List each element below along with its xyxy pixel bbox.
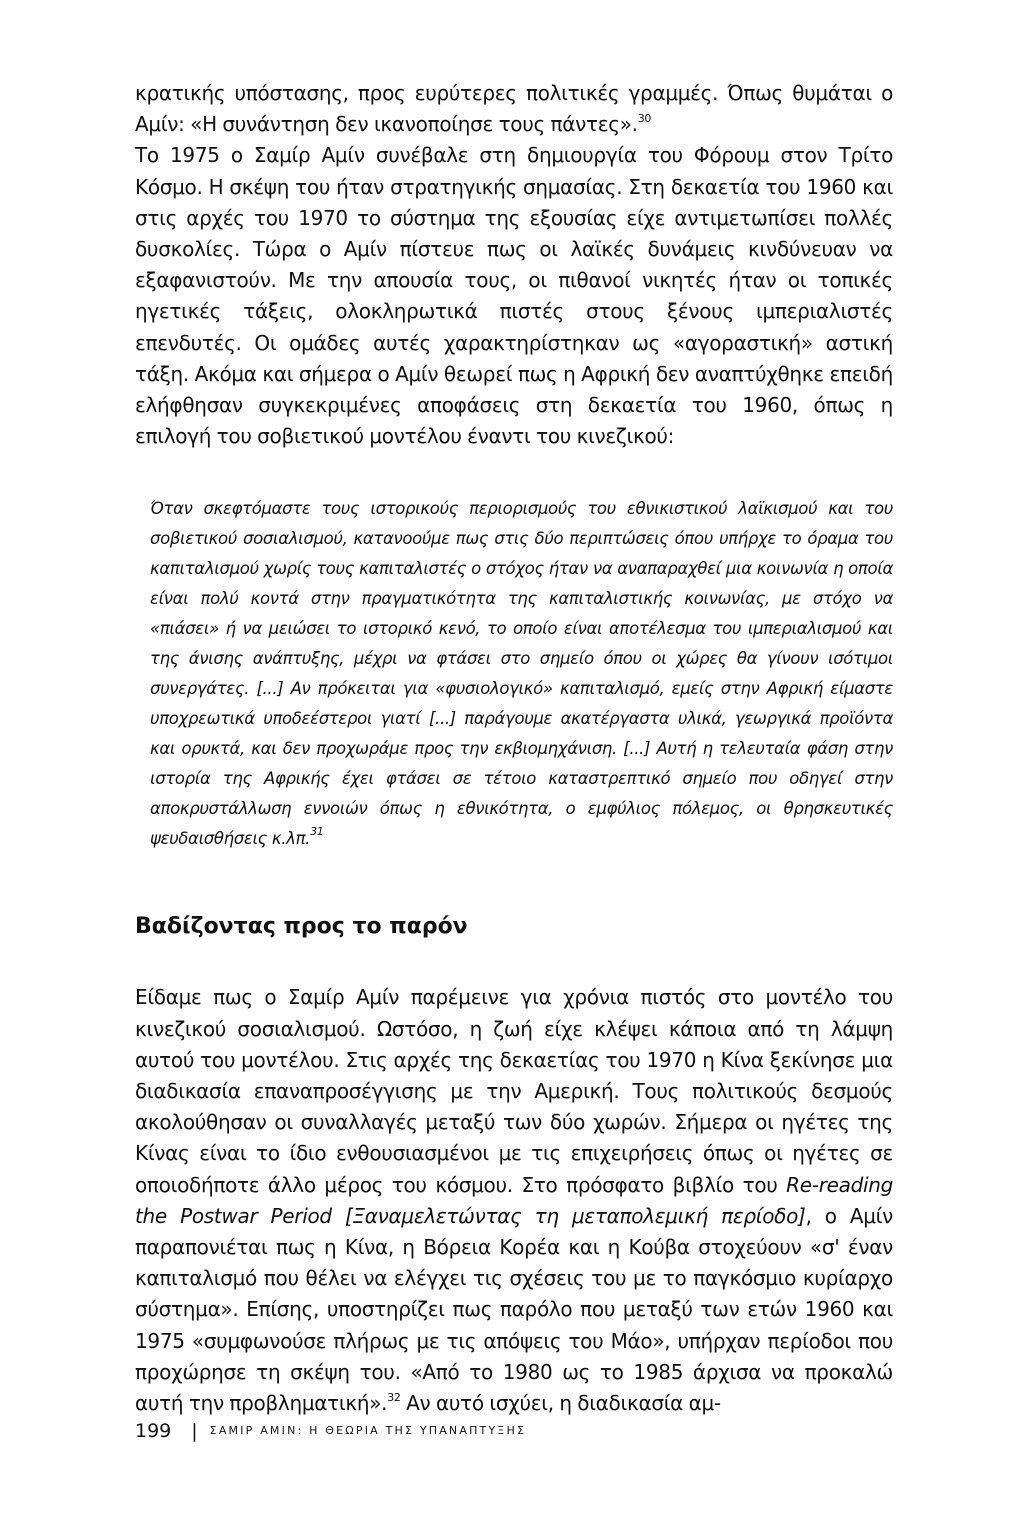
section-heading: Βαδίζοντας προς το παρόν — [135, 914, 468, 940]
section-paragraph-text-2: , ο Αμίν παραπονιέται πως η Κίνα, η Βόρεια Κορέα και η Κούβα στοχεύουν «σ' έναν καπιταλισμό που θέλει να ελέγχει τις σχέσεις του με το παγκόσμιο κυρίαρχο σύστημα». Επίσης, υποστηρίζει πως παρόλο που μεταξύ των ετών 1960 και 1975 «συμφωνούσε πλήρως με τις απόψεις του Μάο», υπήρχαν περίοδοι που προχώρησε τη σκέψη του. «Από το 1980 ως το 1985 άρχισα να προκαλώ αυτή την προβληματική». — [135, 1203, 893, 1416]
book-title-translation: [Ξαναμελετώντας τη μεταπολεμική περίοδο] — [344, 1203, 806, 1228]
page-footer — [135, 1419, 526, 1443]
footer-separator: | — [191, 1420, 198, 1442]
section-paragraph-text-1: Είδαμε πως ο Σαμίρ Αμίν παρέμεινε για χρόνια πιστός στο μοντέλο του κινεζικού σοσιαλισμού. Ωστόσο, η ζωή είχε κλέψει κάποια από τη λάμψη αυτού του μοντέλου. Στις αρχές της δεκαετίας του 1970 η Κίνα ξεκίνησε μια διαδικασία επαναπροσέγγισης με την Αμερική. Τους πολιτικούς δεσμούς ακολούθησαν οι συναλλαγές μεταξύ των δύο χωρών. Σήμερα οι ηγέτες της Κίνας είναι το ίδιο ενθουσιασμένοι με τις επιχειρήσεις όπως οι ηγέτες σε οποιοδήποτε άλλο μέρος του κόσμου. Στο πρόσφατο βιβλίο του — [135, 985, 893, 1197]
section-paragraph-text-3: Αν αυτό ισχύει, η διαδικασία αμ- — [400, 1391, 721, 1416]
block-quote — [150, 494, 893, 854]
section-paragraph — [135, 982, 893, 1419]
footnote-marker-32[interactable]: 32 — [387, 1391, 401, 1405]
page-content — [135, 78, 893, 1419]
footnote-marker-31[interactable]: 31 — [310, 825, 324, 839]
footnote-marker-30[interactable]: 30 — [637, 112, 652, 126]
page-number: 199 — [135, 1420, 172, 1442]
paragraph-second-text: Το 1975 ο Σαμίρ Αμίν συνέβαλε στη δημιουργία του Φόρουμ στον Τρίτο Κόσμο. Η σκέψη του ήταν στρατηγικής σημασίας. Στη δεκαετία του 1960 και στις αρχές του 1970 το σύστημα της εξουσίας είχε αντιμετωπίσει πολλές δυσκολίες. Τώρα ο Αμίν πίστευε πως οι λαϊκές δυνάμεις κινδύνευαν να εξαφανιστούν. Με την απουσία τους, οι πιθανοί νικητές ήταν οι τοπικές ηγετικές τάξεις, ολοκληρωτικά πιστές στους ξένους ιμπεριαλιστές επενδυτές. Οι ομάδες αυτές χαρακτηρίστηκαν ως «αγοραστική» αστική τάξη. Ακόμα και σήμερα ο Αμίν θεωρεί πως η Αφρική δεν αναπτύχθηκε επειδή ελήφθησαν συγκεκριμένες αποφάσεις στη δεκαετία του 1960, όπως η επιλογή του σοβιετικού μοντέλου έναντι του κινεζικού: — [135, 143, 893, 449]
paragraph-opening — [135, 78, 893, 452]
book-title: Re-reading the Postwar Period — [135, 1172, 893, 1228]
block-quote-text: Όταν σκεφτόμαστε τους ιστορικούς περιορισμούς του εθνικιστικού λαϊκισμού και του σοβιετικού σοσιαλισμού, κατανοούμε πως στις δύο περιπτώσεις όπου υπήρχε το όραμα του καπιταλισμού χωρίς τους καπιταλιστές ο στόχος ήταν να αναπαραχθεί μια κοινωνία η οποία είναι πολύ κοντά στην πραγματικότητα της καπιταλιστικής κοινωνίας, με στόχο να «πιάσει» ή να μειώσει το ιστορικό κενό, το οποίο είναι αποτέλεσμα του ιμπεριαλισμού και της άνισης ανάπτυξης, μέχρι να φτάσει στο σημείο όπου οι χώρες θα γίνουν ισότιμοι συνεργάτες. [...] Αν πρόκειται για «φυσιολογικό» καπιταλισμό, εμείς στην Αφρική είμαστε υποχρεωτικά υποδεέστεροι γιατί [...] παράγουμε ακατέργαστα υλικά, γεωργικά προϊόντα και ορυκτά, και δεν προχωράμε προς την εκβιομηχάνιση. [...] Αυτή η τελευταία φάση στην ιστορία της Αφρικής έχει φτάσει σε τέτοιο καταστρεπτικό σημείο που οδηγεί στην αποκρυστάλλωση εννοιών όπως η εθνικότητα, ο εμφύλιος πόλεμος, οι θρησκευτικές ψευδαισθήσεις κ.λπ. — [150, 499, 893, 849]
running-title: ΣΑΜΙΡ ΑΜΙΝ: Η ΘΕΩΡΙΑ ΤΗΣ ΥΠΑΝΑΠΤΥΞΗΣ — [209, 1424, 527, 1437]
paragraph-opening-text: κρατικής υπόστασης, προς ευρύτερες πολιτικές γραμμές. Όπως θυμάται ο Αμίν: «Η συνάντηση δεν ικανοποίησε τους πάντες». — [135, 81, 893, 137]
